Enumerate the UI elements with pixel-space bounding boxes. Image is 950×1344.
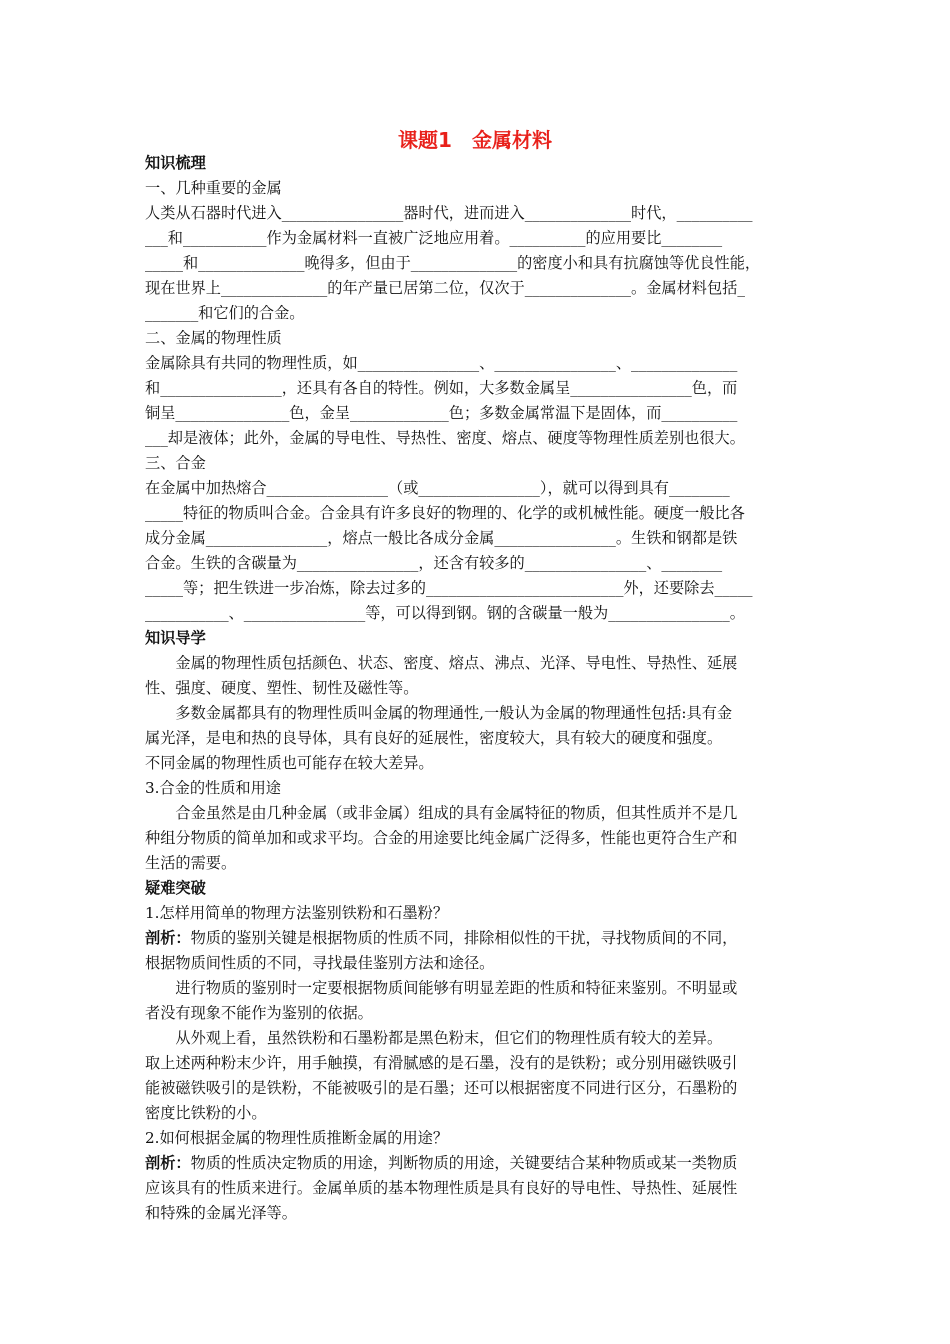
line-text: 金属除具有共同的物理性质，如________________、________________、______________ [145,354,738,372]
text-line [145,277,745,299]
line-text: 能被磁铁吸引的是铁粉，不能被吸引的是石墨；还可以根据密度不同进行区分，石墨粉的 [145,1079,738,1097]
page-title: 课题1 金属材料 [398,128,552,152]
text-line [145,302,304,324]
section-heading [145,877,206,899]
text-line [145,777,281,799]
line-text: _______和它们的合金。 [145,304,305,322]
line-text: 取上述两种粉末少许，用手触摸，有滑腻感的是石墨，没有的是铁粉；或分别用磁铁吸引 [145,1054,738,1072]
text-line [145,377,737,399]
text-line [145,727,722,749]
line-text: ___却是液体；此外，金属的导电性、导热性、密度、熔点、硬度等物理性质差别也很大。 [145,429,745,447]
text-line [145,1052,737,1074]
text-line [145,1127,448,1149]
line-text: 密度比铁粉的小。 [145,1104,267,1122]
line-text: 3.合金的性质和用途 [145,779,281,797]
text-line [145,1202,297,1224]
line-text: 知识梳理 [145,154,206,172]
text-line [145,677,418,699]
line-text: 属光泽，是电和热的良导体，具有良好的延展性，密度较大，具有较大的硬度和强度。 [145,729,723,747]
text-line [145,477,730,499]
text-line [145,352,737,374]
line-text: 合金虽然是由几种金属（或非金属）组成的具有金属特征的物质，但其性质并不是几 [145,804,738,822]
line-text: _____特征的物质叫合金。合金具有许多良好的物理的、化学的或机械性能。硬度一般比各 [145,504,745,522]
text-line [145,1102,267,1124]
line-text: 在金属中加热熔合________________（或________________），就可以得到具有________ [145,479,730,497]
line-text: 和特殊的金属光泽等。 [145,1204,297,1222]
line-text: 种组分物质的简单加和或求平均。合金的用途要比纯金属广泛得多，性能也更符合生产和 [145,829,738,847]
text-line [145,902,448,924]
text-line [145,652,737,674]
line-text: 铜呈_______________色，金呈_____________色；多数金属常温下是固体，而__________ [145,404,738,422]
line-text: 多数金属都具有的物理性质叫金属的物理通性,一般认为金属的物理通性包括:具有金 [145,704,733,722]
line-text: _____和______________晚得多，但由于______________的密度小和具有抗腐蚀等优良性能， [145,254,761,272]
line-text: 性、强度、硬度、塑性、韧性及磁性等。 [145,679,419,697]
section-heading [145,627,206,649]
line-text: 物质的性质决定物质的用途，判断物质的用途，关键要结合某种物质或某一类物质 [190,1154,738,1172]
text-line [145,802,737,824]
text-line [145,827,737,849]
line-text: ___和___________作为金属材料一直被广泛地应用着。__________的应用要比________ [145,229,723,247]
text-line [145,577,753,599]
line-text: 生活的需要。 [145,854,237,872]
line-text: 二、金属的物理性质 [145,329,282,347]
line-text: 三、合金 [145,454,206,472]
line-text: 1.怎样用简单的物理方法鉴别铁粉和石墨粉？ [145,904,449,922]
line-text: 成分金属________________，熔点一般比各成分金属________________。生铁和钢都是铁 [145,529,738,547]
line-text: 疑难突破 [145,879,206,897]
text-line [145,1077,737,1099]
text-line [145,852,236,874]
text-line [145,402,737,424]
text-line [145,177,282,199]
section-heading [145,152,206,174]
line-text: 应该具有的性质来进行。金属单质的基本物理性质是具有良好的导电性、导热性、延展性 [145,1179,738,1197]
line-text: 合金。生铁的含碳量为________________，还含有较多的________________、________ [145,554,723,572]
line-text: _____等；把生铁进一步冶炼，除去过多的__________________________外，还要除去_____ [145,579,753,597]
line-text: 从外观上看，虽然铁粉和石墨粉都是黑色粉末，但它们的物理性质有较大的差异。 [145,1029,723,1047]
text-line [145,252,760,274]
text-line [145,527,737,549]
analysis-label: 剖析： [145,929,191,947]
text-line [145,952,494,974]
text-line [145,327,282,349]
text-line [145,927,737,949]
text-line [145,552,722,574]
line-text: 和________________，还具有各自的特性。例如，大多数金属呈________________色，而 [145,379,738,397]
line-text: 物质的鉴别关键是根据物质的性质不同，排除相似性的干扰，寻找物质间的不同， [190,929,738,947]
text-line [145,502,745,524]
line-text: 根据物质间性质的不同，寻找最佳鉴别方法和途径。 [145,954,495,972]
text-line [145,202,753,224]
text-line [145,602,745,624]
analysis-label: 剖析： [145,1154,191,1172]
line-text: 一、几种重要的金属 [145,179,282,197]
text-line [145,1177,737,1199]
text-line [145,752,434,774]
line-text: 金属的物理性质包括颜色、状态、密度、熔点、沸点、光泽、导电性、导热性、延展 [145,654,738,672]
text-line [145,1027,722,1049]
line-text: 进行物质的鉴别时一定要根据物质间能够有明显差距的性质和特征来鉴别。不明显或 [145,979,738,997]
line-text: 现在世界上______________的年产量已居第二位，仅次于______________。金属材料包括_ [145,279,745,297]
line-text: 知识导学 [145,629,206,647]
line-text: 2.如何根据金属的物理性质推断金属的用途？ [145,1129,449,1147]
text-line [145,977,737,999]
text-line [145,427,745,449]
text-line [145,227,722,249]
line-text: 者没有现象不能作为鉴别的依据。 [145,1004,373,1022]
line-text: 不同金属的物理性质也可能存在较大差异。 [145,754,434,772]
text-line [145,452,206,474]
text-line [145,1002,373,1024]
line-text: 人类从石器时代进入________________器时代，进而进入______________时代，__________ [145,204,753,222]
text-line [145,1152,737,1174]
line-text: ___________、________________等，可以得到钢。钢的含碳量一般为________________。 [145,604,745,622]
text-line [145,702,732,724]
